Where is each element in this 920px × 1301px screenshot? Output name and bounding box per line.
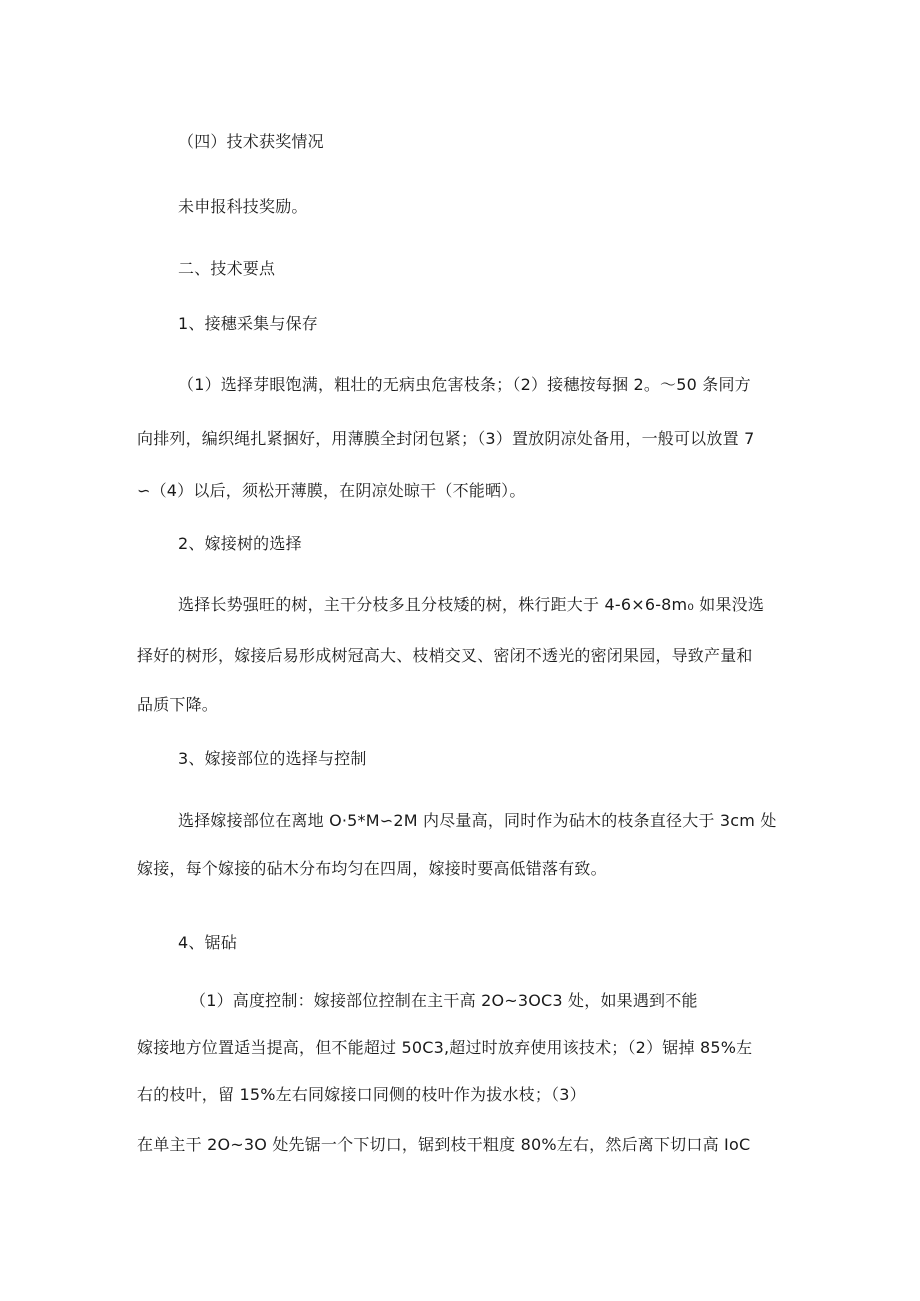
item-1-line-2: 向排列，编织绳扎紧捆好，用薄膜全封闭包紧；（3）置放阴凉处备用，一般可以放置 7 <box>137 429 755 448</box>
item-2-heading: 2、嫁接树的选择 <box>178 534 302 553</box>
item-3-heading: 3、嫁接部位的选择与控制 <box>178 749 367 768</box>
item-1-heading: 1、接穗采集与保存 <box>178 314 318 333</box>
item-3-line-2: 嫁接，每个嫁接的砧木分布均匀在四周，嫁接时要高低错落有致。 <box>137 859 607 878</box>
item-4-heading: 4、锯砧 <box>178 933 237 952</box>
section-4-heading: （四）技术获奖情况 <box>178 132 324 151</box>
section-4-body: 未申报科技奖励。 <box>178 197 308 216</box>
item-4-line-2: 嫁接地方位置适当提高，但不能超过 50C3,超过时放弃使用该技术；（2）锯掉 85%左 <box>137 1038 753 1057</box>
item-4-line-3: 右的枝叶，留 15%左右同嫁接口同侧的枝叶作为拔水枝；（3） <box>137 1085 586 1104</box>
item-2-line-3: 品质下降。 <box>137 695 219 714</box>
item-4-line-1: （1）高度控制：嫁接部位控制在主干高 2O~3OC3 处，如果遇到不能 <box>190 991 698 1010</box>
item-2-line-1: 选择长势强旺的树，主干分枝多且分枝矮的树，株行距大于 4-6×6-8m₀ 如果没选 <box>178 595 765 614</box>
item-4-line-4: 在单主干 2O~3O 处先锯一个下切口，锯到枝干粗度 80%左右，然后离下切口高 IoC <box>137 1135 751 1154</box>
item-2-line-2: 择好的树形，嫁接后易形成树冠高大、枝梢交叉、密闭不透光的密闭果园，导致产量和 <box>137 646 753 665</box>
part-2-heading: 二、技术要点 <box>178 259 276 278</box>
item-1-line-1: （1）选择芽眼饱满，粗壮的无病虫危害枝条；（2）接穗按每捆 2。～50 条同方 <box>178 375 751 394</box>
item-3-line-1: 选择嫁接部位在离地 O·5*M∽2M 内尽量高，同时作为砧木的枝条直径大于 3cm 处 <box>178 811 777 830</box>
item-1-line-3: ∽（4）以后，须松开薄膜，在阴凉处晾干（不能晒）。 <box>137 481 526 500</box>
